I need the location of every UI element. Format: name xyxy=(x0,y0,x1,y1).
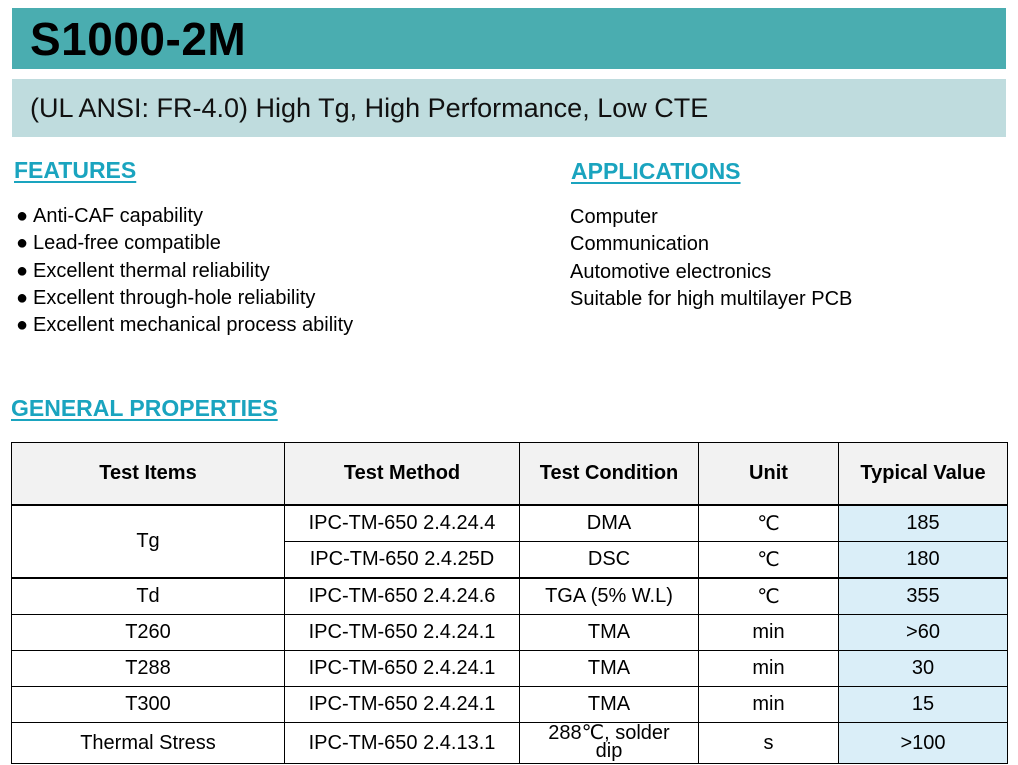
table-row xyxy=(12,651,1008,687)
test-method-cell: IPC-TM-650 2.4.24.6 xyxy=(285,578,520,615)
features-heading: FEATURES xyxy=(14,157,137,183)
typical-value-cell: 355 xyxy=(839,578,1008,615)
typical-value-cell: >60 xyxy=(839,615,1008,651)
list-item: ● Excellent mechanical process ability xyxy=(16,312,353,339)
test-item-cell: Td xyxy=(12,578,285,615)
unit-cell: ℃ xyxy=(699,542,839,579)
typical-value-cell: 15 xyxy=(839,687,1008,723)
applications-list xyxy=(570,204,852,313)
table-row xyxy=(12,505,1008,542)
subtitle-bar xyxy=(12,79,1006,137)
test-condition-cell: DMA xyxy=(520,505,699,542)
list-item: ● Anti-CAF capability xyxy=(16,203,353,230)
list-item: Suitable for high multilayer PCB xyxy=(570,287,853,310)
table-row xyxy=(12,578,1008,615)
test-method-cell: IPC-TM-650 2.4.24.1 xyxy=(285,687,520,723)
list-item: Automotive electronics xyxy=(570,260,772,283)
unit-cell: ℃ xyxy=(699,505,839,542)
unit-cell: min xyxy=(699,615,839,651)
list-item: Computer xyxy=(570,206,658,228)
bullet-icon: ● xyxy=(16,286,29,309)
test-item-cell: T260 xyxy=(12,615,285,651)
test-method-cell: IPC-TM-650 2.4.25D xyxy=(285,542,520,579)
list-item: ● Excellent through-hole reliability xyxy=(16,285,353,312)
test-condition-cell: TMA xyxy=(520,615,699,651)
test-condition-cell: TMA xyxy=(520,687,699,723)
product-subtitle: (UL ANSI: FR-4.0) High Tg, High Performance, Low CTE xyxy=(30,93,709,123)
test-condition-cell: DSC xyxy=(520,542,699,579)
product-title: S1000-2M xyxy=(30,13,247,65)
table-row xyxy=(12,615,1008,651)
column-header: Test Method xyxy=(285,443,520,506)
list-item: Communication xyxy=(570,233,709,256)
table-row xyxy=(12,723,1008,764)
test-item-cell: T288 xyxy=(12,651,285,687)
table-row xyxy=(12,687,1008,723)
general-properties-heading: GENERAL PROPERTIES xyxy=(11,395,278,421)
test-item-cell: Thermal Stress xyxy=(12,723,285,764)
typical-value-cell: 180 xyxy=(839,542,1008,579)
test-item-cell: Tg xyxy=(12,505,285,578)
bullet-icon: ● xyxy=(16,259,29,282)
title-bar xyxy=(12,8,1006,69)
test-method-cell: IPC-TM-650 2.4.24.1 xyxy=(285,615,520,651)
properties-table xyxy=(11,442,1008,764)
typical-value-cell: >100 xyxy=(839,723,1008,764)
column-header: Typical Value xyxy=(839,443,1008,506)
applications-heading: APPLICATIONS xyxy=(571,158,741,184)
list-item: ● Excellent thermal reliability xyxy=(16,258,353,285)
bullet-icon: ● xyxy=(16,232,29,255)
bullet-icon: ● xyxy=(16,205,29,227)
column-header: Test Condition xyxy=(520,443,699,506)
unit-cell: min xyxy=(699,651,839,687)
unit-cell: min xyxy=(699,687,839,723)
features-list xyxy=(16,203,353,339)
test-method-cell: IPC-TM-650 2.4.24.1 xyxy=(285,651,520,687)
test-method-cell: IPC-TM-650 2.4.24.4 xyxy=(285,505,520,542)
bullet-icon: ● xyxy=(16,314,29,337)
typical-value-cell: 30 xyxy=(839,651,1008,687)
unit-cell: s xyxy=(699,723,839,764)
column-header: Unit xyxy=(699,443,839,506)
test-method-cell: IPC-TM-650 2.4.13.1 xyxy=(285,723,520,764)
test-condition-cell: 288℃, solder dip xyxy=(520,723,699,764)
typical-value-cell: 185 xyxy=(839,505,1008,542)
list-item: ● Lead-free compatible xyxy=(16,230,353,257)
test-item-cell: T300 xyxy=(12,687,285,723)
column-header: Test Items xyxy=(12,443,285,506)
unit-cell: ℃ xyxy=(699,578,839,615)
table-header-row xyxy=(12,443,1008,506)
test-condition-cell: TMA xyxy=(520,651,699,687)
test-condition-cell: TGA (5% W.L) xyxy=(520,578,699,615)
